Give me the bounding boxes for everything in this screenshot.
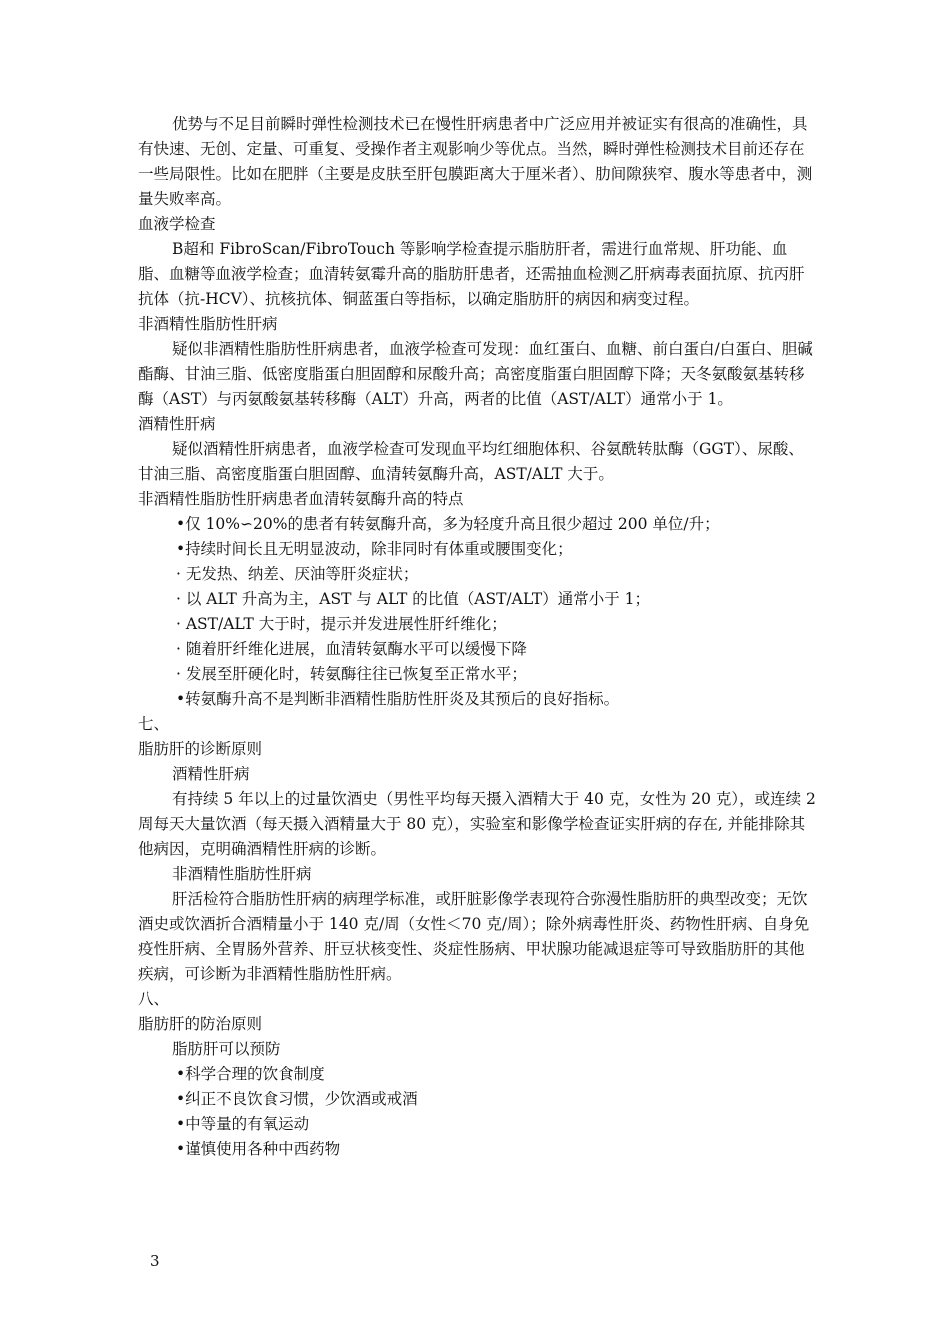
paragraph-alcoholic-blood: 疑似酒精性肝病患者，血液学检查可发现血平均红细胞体积、谷氨酰转肽酶（GGT）、尿酸、甘油三脂、高密度脂蛋白胆固醇、血清转氨酶升高，AST/ALT 大于。 — [138, 440, 804, 483]
list-item: · 随着肝纤维化进展，血清转氨酶水平可以缓慢下降 — [176, 640, 527, 658]
heading-alcoholic-liver-disease: 酒精性肝病 — [138, 415, 216, 433]
paragraph-nafld-diagnosis: 肝活检符合脂肪性肝病的病理学标准，或肝脏影像学表现符合弥漫性脂肪肝的典型改变；无饮酒史或饮酒折合酒精量小于 140 克/周（女性＜70 克/周）；除外病毒性肝炎、药物性肝病、自身免疫性肝病、全胃肠外营养、肝豆状核变性、炎症性肠病、甲状腺功能减退症等可导致脂肪肝的其他疾病，可诊断为非酒精性脂肪性肝病。 — [138, 890, 810, 983]
heading-diagnosis-principles: 脂肪肝的诊断原则 — [138, 740, 263, 758]
list-item: · 发展至肝硬化时，转氨酶往往已恢复至正常水平； — [176, 665, 527, 683]
list-item: · 无发热、纳差、厌油等肝炎症状； — [176, 565, 419, 583]
page-number: 3 — [150, 1252, 160, 1270]
list-item: •转氨酶升高不是判断非酒精性脂肪性肝炎及其预后的良好指标。 — [176, 690, 620, 708]
list-item: •谨慎使用各种中西药物 — [176, 1140, 341, 1158]
list-item: •纠正不良饮食习惯，少饮酒或戒酒 — [176, 1090, 418, 1108]
paragraph-elasticity-pros-cons: 优势与不足目前瞬时弹性检测技术已在慢性肝病患者中广泛应用并被证实有很高的准确性，具有快速、无创、定量、可重复、受操作者主观影响少等优点。当然，瞬时弹性检测技术目前还存在一些局限性。比如在肥胖（主要是皮肤至肝包膜距离大于厘米者）、肋间隙狭窄、腹水等患者中，测量失败率高。 — [138, 115, 813, 208]
subheading-nafld: 非酒精性脂肪性肝病 — [172, 865, 312, 883]
paragraph-alcoholic-diagnosis: 有持续 5 年以上的过量饮酒史（男性平均每天摄入酒精大于 40 克，女性为 20 克），或连续 2 周每天大量饮酒（每天摄入酒精量大于 80 克），实验室和影像学检查证实肝病的存在, 并能排除其他病因，克明确酒精性肝病的诊断。 — [138, 790, 816, 858]
section-number-eight: 八、 — [138, 990, 170, 1008]
list-item: •中等量的有氧运动 — [176, 1115, 310, 1133]
heading-blood-tests: 血液学检查 — [138, 215, 216, 233]
section-number-seven: 七、 — [138, 715, 170, 733]
heading-transaminase-features: 非酒精性脂肪性肝病患者血清转氨酶升高的特点 — [138, 490, 464, 508]
paragraph-nafld-blood: 疑似非酒精性脂肪性肝病患者，血液学检查可发现：血红蛋白、血糖、前白蛋白/白蛋白、胆碱酯酶、甘油三脂、低密度脂蛋白胆固醇和尿酸升高；高密度脂蛋白胆固醇下降；天冬氨酸氨基转移酶（AST）与丙氨酸氨基转移酶（ALT）升高，两者的比值（AST/ALT）通常小于 1。 — [138, 340, 813, 408]
document-body — [138, 112, 818, 1162]
list-item: · 以 ALT 升高为主，AST 与 ALT 的比值（AST/ALT）通常小于 1； — [176, 590, 650, 608]
list-item: •仅 10%∽20%的患者有转氨酶升高，多为轻度升高且很少超过 200 单位/升； — [176, 515, 720, 533]
list-item: •科学合理的饮食制度 — [176, 1065, 325, 1083]
heading-nafld: 非酒精性脂肪性肝病 — [138, 315, 278, 333]
subheading-preventable: 脂肪肝可以预防 — [172, 1040, 281, 1058]
list-item: · AST/ALT 大于时，提示并发进展性肝纤维化； — [176, 615, 507, 633]
paragraph-blood-tests: B超和 FibroScan/FibroTouch 等影响学检查提示脂肪肝者，需进行血常规、肝功能、血脂、血糖等血液学检查；血清转氨霉升高的脂肪肝患者，还需抽血检测乙肝病毒表面抗原、抗丙肝抗体（抗-HCV）、抗核抗体、铜蓝蛋白等指标，以确定脂肪肝的病因和病变过程。 — [138, 240, 805, 308]
subheading-alcoholic-liver-disease: 酒精性肝病 — [172, 765, 250, 783]
heading-prevention-principles: 脂肪肝的防治原则 — [138, 1015, 263, 1033]
list-item: •持续时间长且无明显波动，除非同时有体重或腰围变化； — [176, 540, 573, 558]
